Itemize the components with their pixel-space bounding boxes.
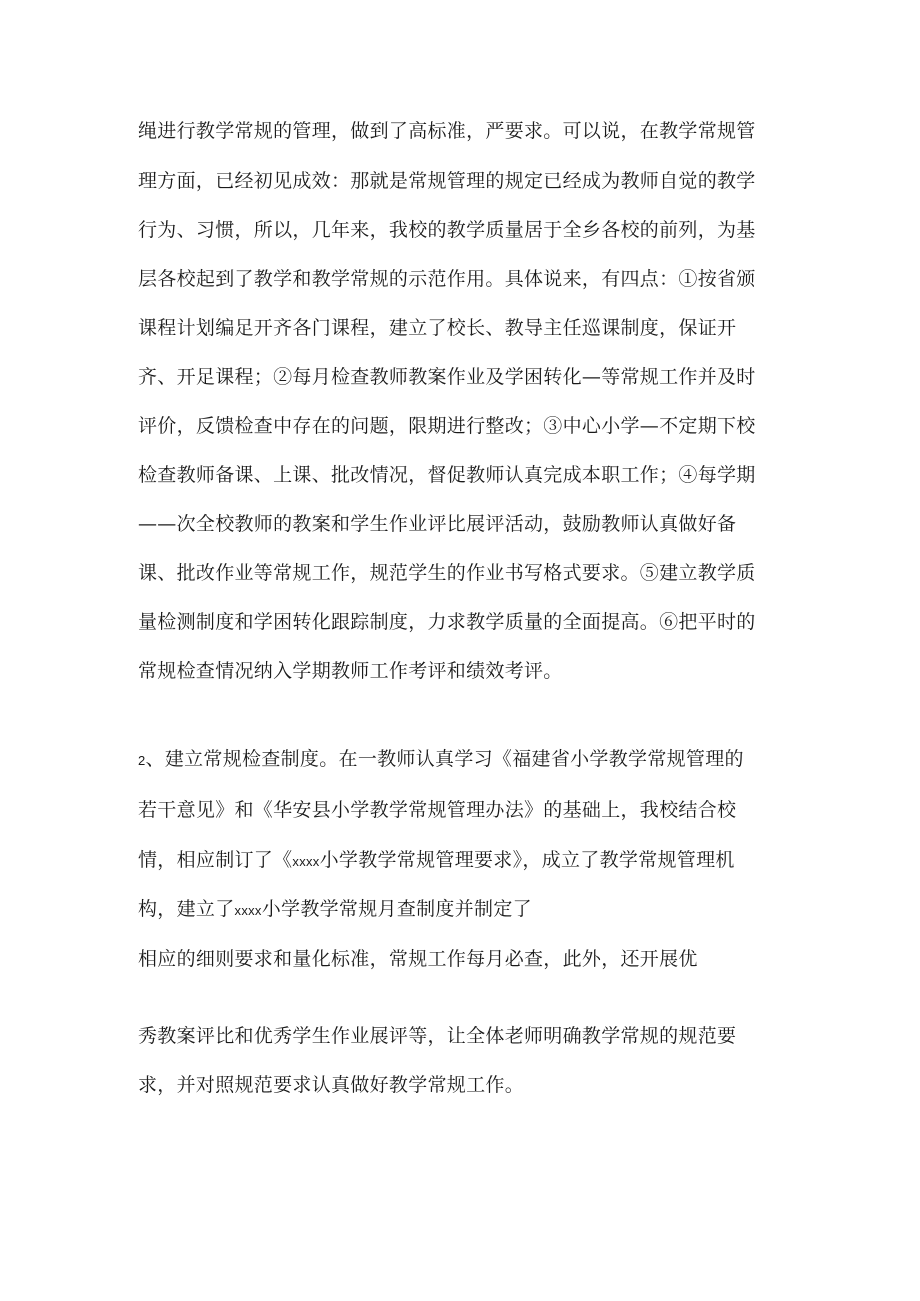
paragraph-2-line-5: 相应的细则要求和量化标准，常规工作每月必查，此外，还开展优 [138,948,698,970]
paragraph-1-line-11: 量检测制度和学困转化跟踪制度，力求教学质量的全面提高。⑥把平时的 [138,611,756,633]
paragraph-1-line-12: 常规检查情况纳入学期教师工作考评和绩效考评。 [138,660,563,682]
paragraph-2-line-4 [138,894,532,921]
paragraph-1-line-2: 理方面，已经初见成效：那就是常规管理的规定已经成为教师自觉的教学 [138,170,756,192]
paragraph-2-line-2: 若干意见》和《华安县小学教学常规管理办法》的基础上，我校结合校 [138,799,737,821]
paragraph-2-line-1-text: 、建立常规检查制度。在一教师认真学习《福建省小学教学常规管理的 [145,748,744,770]
paragraph-1-line-9: ——次全校教师的教案和学生作业评比展评活动，鼓励教师认真做好备 [138,513,737,535]
paragraph-2-line-7: 求，并对照规范要求认真做好教学常规工作。 [138,1074,525,1096]
paragraph-2-line-6: 秀教案评比和优秀学生作业展评等，让全体老师明确教学常规的规范要 [138,1025,737,1047]
paragraph-2-number: 2 [138,753,146,768]
paragraph-1-line-7: 评价，反馈检查中存在的问题，限期进行整改；③中心小学—不定期下校 [138,415,756,437]
paragraph-2-line-4-end: 小学教学常规月查制度并制定了 [261,898,532,920]
paragraph-2-line-3-start: 情，相应制订了《 [138,849,293,871]
paragraph-1-line-6: 齐、开足课程；②每月检查教师教案作业及学困转化—等常规工作并及时 [138,366,756,388]
paragraph-1-line-8: 检查教师备课、上课、批改情况，督促教师认真完成本职工作；④每学期 [138,464,756,486]
paragraph-2-line-1 [138,744,744,771]
school-placeholder: xxxx [292,854,320,869]
paragraph-1-line-4: 层各校起到了教学和教学常规的示范作用。具体说来，有四点：①按省颁 [138,268,756,290]
school-placeholder-2: xxxx [234,903,262,918]
paragraph-1-line-5: 课程计划编足开齐各门课程，建立了校长、教导主任巡课制度，保证开 [138,317,737,339]
paragraph-2-line-4-start: 构，建立了 [138,898,235,920]
paragraph-2-line-3 [138,845,735,872]
paragraph-1-line-1: 绳进行教学常规的管理，做到了高标准，严要求。可以说，在教学常规管 [138,120,756,142]
paragraph-2-line-3-end: 小学教学常规管理要求》，成立了教学常规管理机 [319,849,735,871]
paragraph-1-line-10: 课、批改作业等常规工作，规范学生的作业书写格式要求。⑤建立教学质 [138,562,756,584]
paragraph-1-line-3: 行为、习惯，所以，几年来，我校的教学质量居于全乡各校的前列，为基 [138,219,756,241]
